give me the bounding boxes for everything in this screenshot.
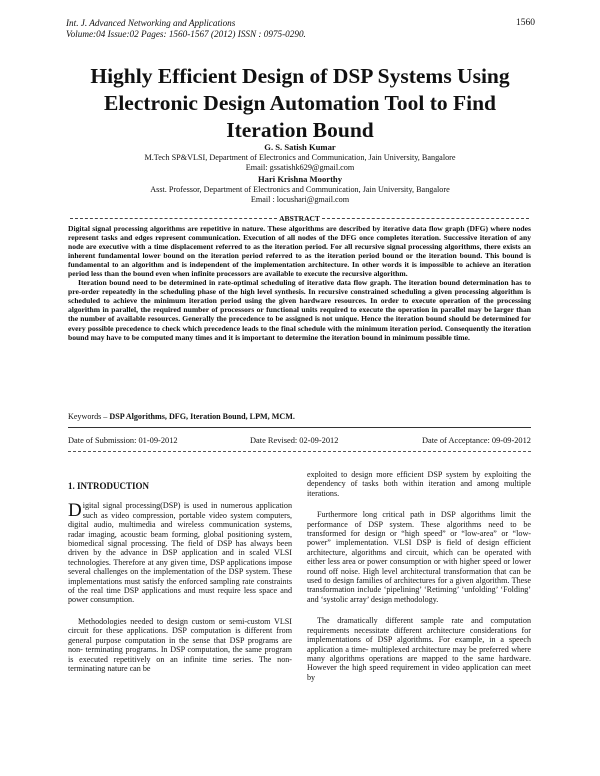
left-column: [68, 470, 292, 685]
right-column: [307, 470, 531, 694]
keywords-value: DSP Algorithms, DFG, Iteration Bound, LPM, MCM.: [109, 412, 295, 421]
author-email[interactable]: Email: gssatishk629@gmail.com: [245, 163, 355, 173]
paper-title: [40, 63, 560, 144]
acceptance-date: Date of Acceptance: 09-09-2012: [421, 436, 531, 445]
journal-name: Int. J. Advanced Networking and Applications: [66, 18, 236, 28]
title-line-1: Highly Efficient Design of DSP Systems Using: [90, 64, 510, 88]
title-line-2: Electronic Design Automation Tool to Find: [103, 91, 497, 115]
submission-date: Date of Submission: 01-09-2012: [68, 436, 178, 445]
keywords: [68, 412, 295, 421]
author-affiliation: M.Tech SP&VLSI, Department of Electronics and Communication, Jain University, Bangalore: [144, 153, 456, 163]
volume-info: Volume:04 Issue:02 Pages: 1560-1567 (2012) ISSN : 0975-0290.: [66, 29, 306, 39]
divider-rule: [68, 427, 531, 428]
author-name: G. S. Satish Kumar: [264, 142, 336, 152]
body-paragraph: Digital signal processing(DSP) is used in numerous application such as video compression, portable video system computers, digital audio, multimedia and wireless communication systems, radar imaging, acoustic beam forming, global positioning system, biomedical signal processing. The field of DSP has always been driven by the advance in DSP application and in scaled VLSI technologies. Therefore at any given time, DSP applications impose several challenges on the implementation of the DSP system. These implementations must satisfy the enforced sampling rate constraints of the real time DSP applications and must require less space and power consumption.: [68, 500, 292, 605]
abstract-paragraph: Iteration bound need to be determined in rate-optimal scheduling of iterative data flow graph. The iteration bound determination has to pre-order repeatedly in the scheduling phase of the high level synthesis. In recursive constrained scheduling a given processing algorithm is scheduled to achieve the minimum iteration period using the given hardware resources. In order to execute operation of the processing algorithm in parallel, the required number of processors or functional units required to execute the operation in parallel may be larger than the number of available resources. Generally the precedence to be assigned is not unique. Hence the iteration bound should be determined for every possible precedence to check which precedence leads to the final schedule with the minimum iteration period. Consequently the iteration bound may have to be computed many times and it is important to determine the iteration bound in minimum possible time.: [68, 278, 531, 342]
author-block: [40, 142, 560, 205]
drop-cap: D: [68, 500, 82, 522]
title-line-3: Iteration Bound: [226, 118, 374, 142]
abstract-divider: [68, 214, 531, 223]
divider-rule: [68, 451, 531, 452]
abstract: [68, 224, 531, 342]
keywords-label: Keywords –: [68, 412, 108, 421]
body-paragraph: Methodologies needed to design custom or semi-custom VLSI circuit for these applications. DSP computation is different from general purpose computation in the sense that DSP programs are non- terminating programs. In DSP computation, the same program is executed repetitively on an infinite time series. The non-terminating nature can be: [68, 616, 292, 673]
author-affiliation: Asst. Professor, Department of Electronics and Communication, Jain University, Bangalore: [150, 184, 450, 194]
abstract-paragraph: Digital signal processing algorithms are repetitive in nature. These algorithms are described by iterative data flow graph (DFG) where nodes represent tasks and edges represent communication. Execution of all nodes of the DFG once completes iteration. Successive iteration of any node are executive with a time displacement referred to as the iteration period. For all recursive signal processing algorithms, there exists an inherent fundamental lower bound on the iteration period referred to as the iteration period bound or the iteration bound. This bound is fundamental to an algorithm and is independent of the implementation architecture. In other words it is impossible to achieve an iteration period less than the bound even when infinite processors are available to execute the recursive algorithm.: [68, 224, 531, 279]
body-paragraph: Furthermore long critical path in DSP algorithms limit the performance of DSP system. These algorithms need to be transformed for design or “high speed” or “low-area” or “low-power” implementation. VLSI DSP is field of design efficient architecture, algorithms and circuit, which can be operated with either less area or power consumption or with higher speed or lower round off noise. High level architectural transformation that can be used to design families of architectures for a given algorithm. These transformation include ‘pipelining’ ‘Retiming’ ‘unfolding’ ‘Folding’ and ‘systolic array’ design methodology.: [307, 510, 531, 604]
page-number: 1560: [516, 18, 535, 28]
abstract-heading: ABSTRACT: [279, 214, 320, 223]
author-email[interactable]: Email : locushari@gmail.com: [250, 195, 350, 205]
section-heading: 1. INTRODUCTION: [68, 481, 150, 491]
running-header: [66, 18, 306, 40]
body-paragraph: The dramatically different sample rate and computation requirements necessitate different architecture considerations for implementations of DSP algorithms. For example, in a speech application a time- multiplexed architecture may be preferred where many algorithms operations are mapped to the same hardware. However the high speed requirement in video application can meet by: [307, 616, 531, 682]
body-paragraph: exploited to design more efficient DSP system by exploiting the dependency of tasks both within iteration and among multiple iterations.: [307, 470, 531, 498]
author-name: Hari Krishna Moorthy: [257, 173, 343, 184]
revised-date: Date Revised: 02-09-2012: [250, 436, 339, 445]
